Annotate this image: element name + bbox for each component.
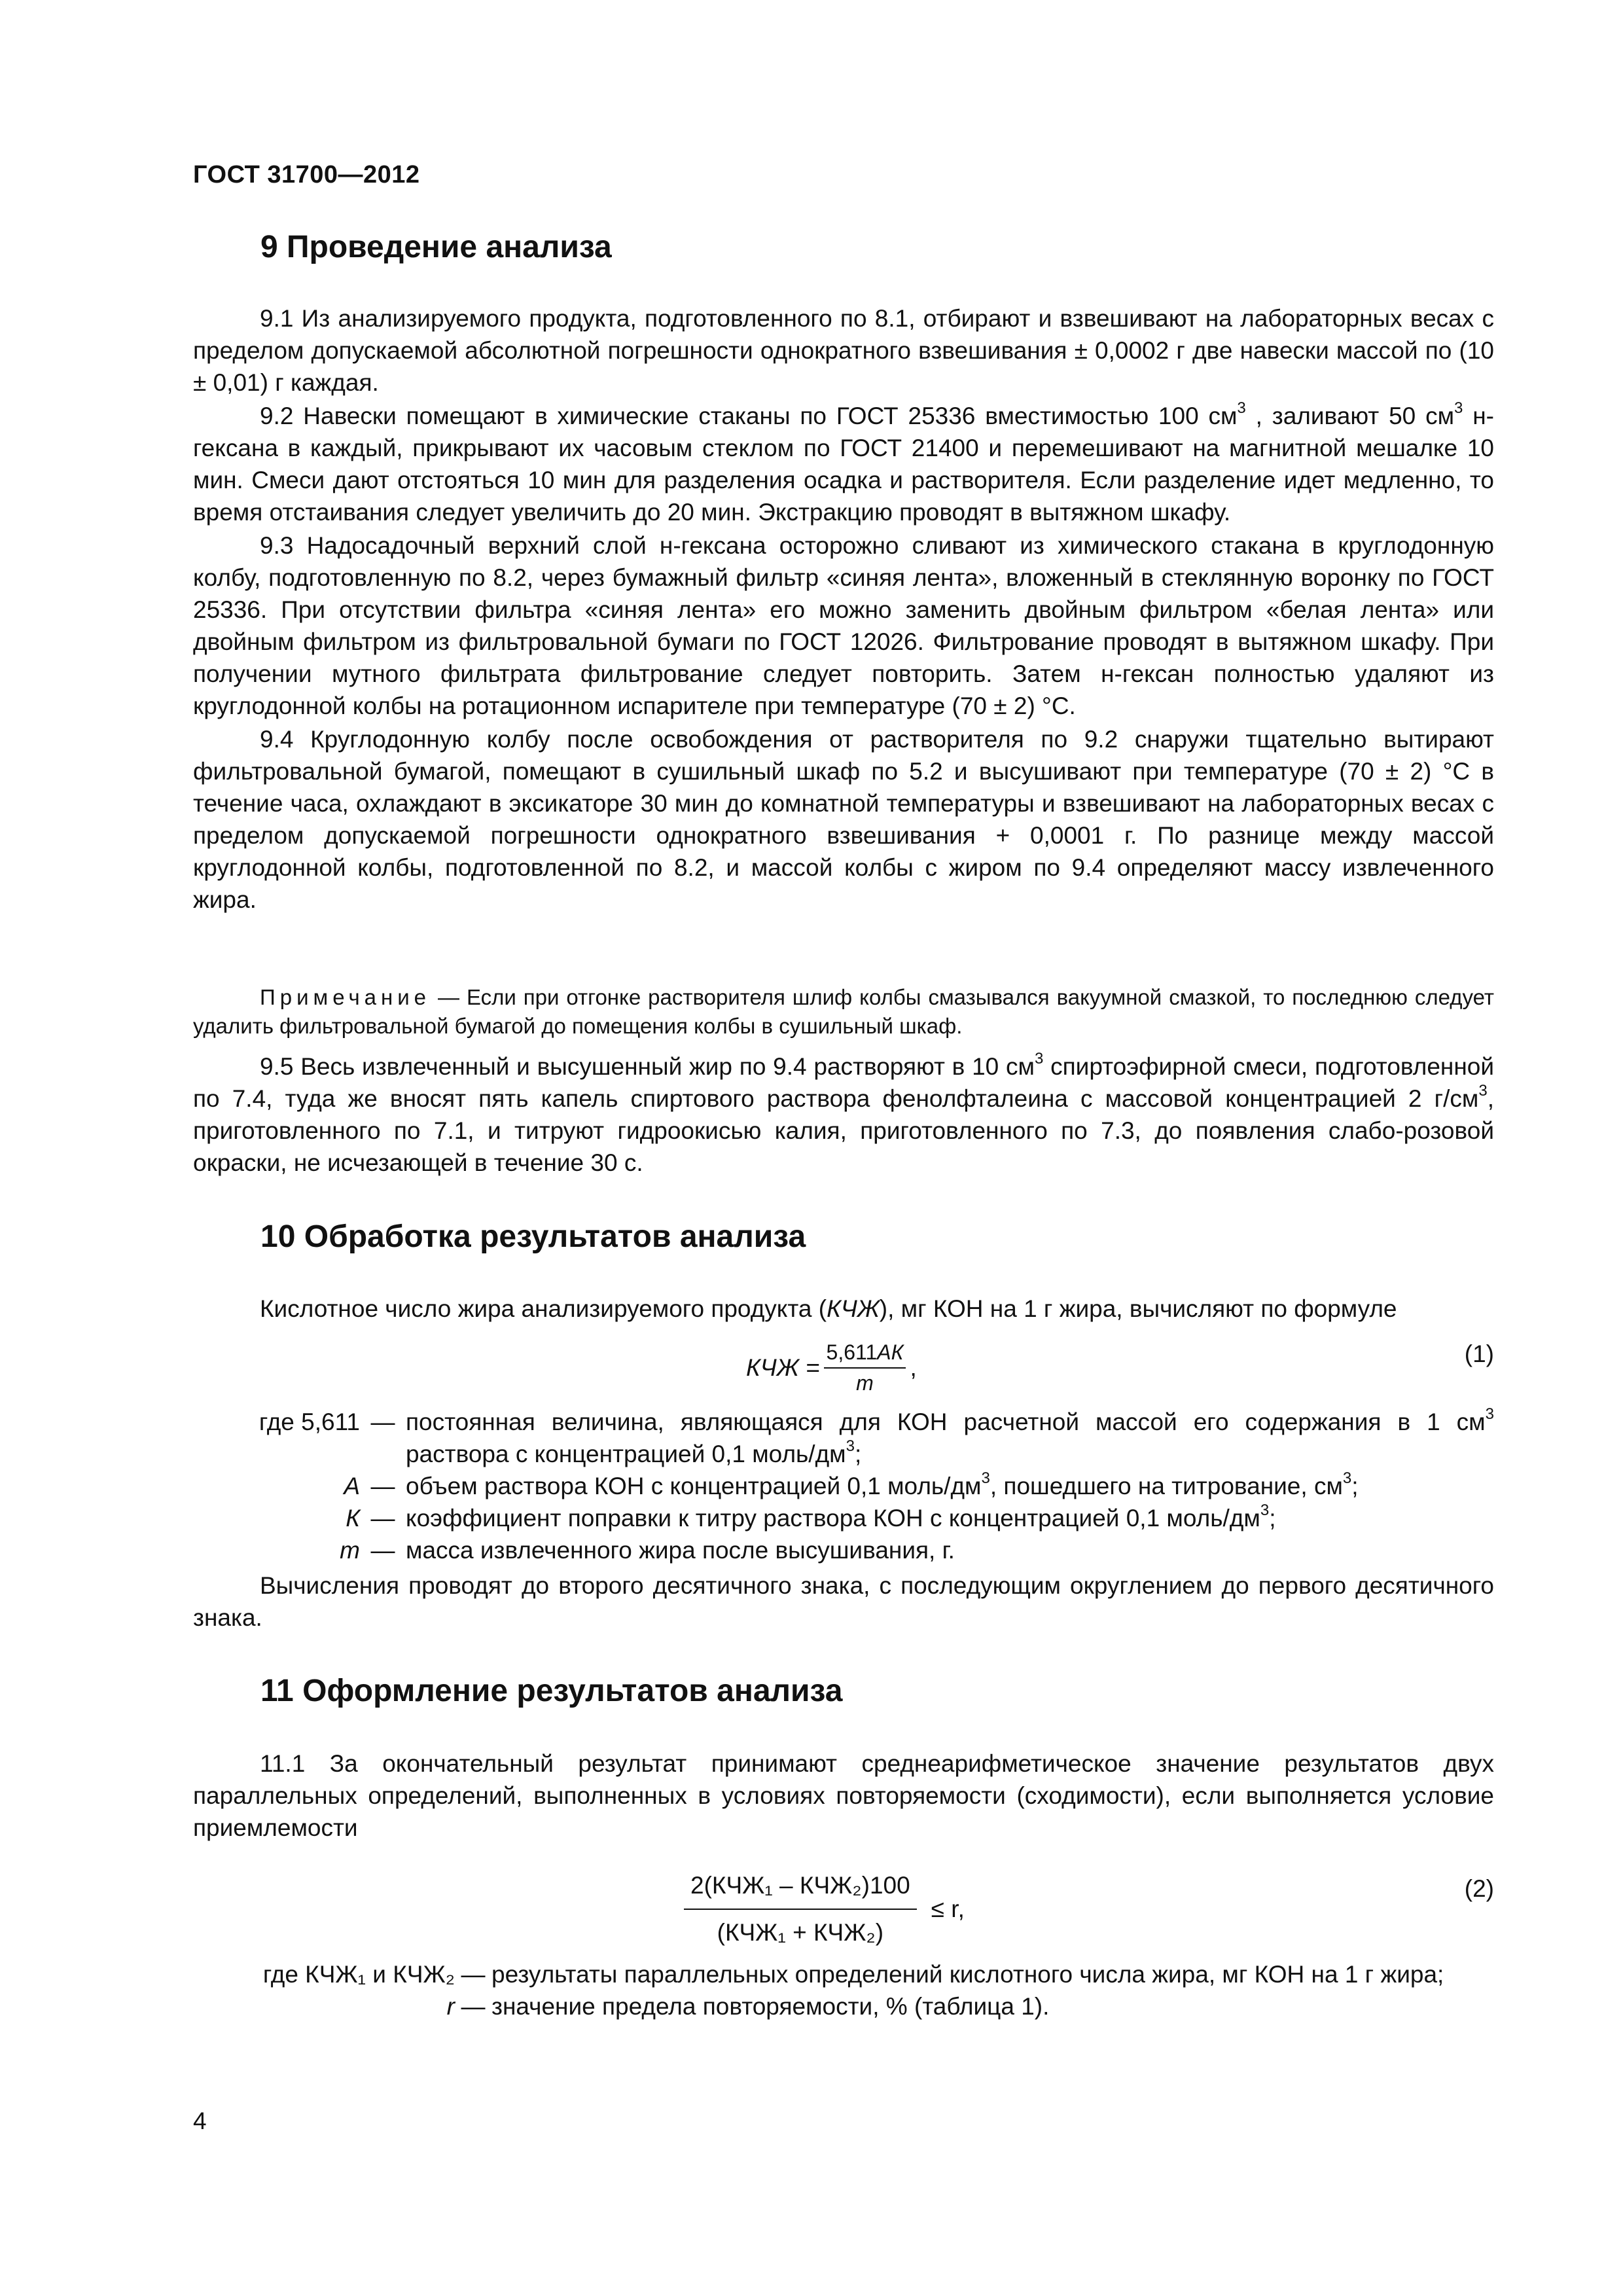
document-code: ГОСТ 31700—2012: [193, 161, 420, 188]
superscript: 3: [1485, 1405, 1494, 1424]
legend-row: [193, 1470, 1494, 1502]
legend-text-b: ;: [1269, 1505, 1276, 1532]
superscript: 3: [981, 1469, 990, 1488]
legend-text: [406, 1406, 1494, 1470]
paragraph-11-1: 11.1 За окончательный результат принимают среднеарифметическое значение результатов двух параллельных определений, выполненных в условиях повторяемости (сходимости), если выполняется условие приемлемости: [193, 1750, 1494, 1841]
legend-text-c: ;: [1351, 1473, 1359, 1499]
note: [193, 983, 1494, 1041]
legend-row: [193, 1502, 1494, 1534]
legend-term-symbol: r: [446, 1993, 455, 2020]
legend-term: где 5,611: [259, 1408, 360, 1435]
superscript: 3: [1342, 1469, 1352, 1488]
formula-1-numerator: [824, 1340, 906, 1369]
formula-1-fraction: [824, 1340, 906, 1395]
superscript: 3: [1478, 1082, 1488, 1100]
legend-dash: —: [370, 1408, 395, 1435]
section-9-body: [193, 302, 1494, 917]
formula-2-denominator: (КЧЖ₁ + КЧЖ₂): [717, 1919, 884, 1946]
legend-text-a: постоянная величина, являющаяся для КОН расчетной массой его содержания в 1 см: [406, 1408, 1486, 1435]
legend-text-c: ;: [855, 1441, 862, 1467]
page-number: 4: [193, 2108, 207, 2134]
legend-row: [193, 1406, 1494, 1470]
formula-1-variables: АК: [877, 1340, 904, 1364]
calculation-note: Вычисления проводят до второго десятичного знака, с последующим округлением до первого десятичного знака.: [193, 1572, 1494, 1631]
legend-dash: —: [461, 1961, 486, 1988]
note-label: Примечание: [260, 985, 431, 1009]
legend-term: [193, 1470, 360, 1502]
formula-1-lhs: КЧЖ =: [746, 1354, 820, 1381]
paragraph-9-1: 9.1 Из анализируемого продукта, подготовленного по 8.1, отбирают и взвешивают на лабораторных весах с пределом допускаемой абсолютной погрешности однократного взвешивания ± 0,0002 г две навески массой по (10 ± 0,01) г каждая.: [193, 305, 1494, 396]
superscript: 3: [1237, 399, 1246, 418]
legend-dash: —: [370, 1537, 395, 1564]
legend-row: [193, 1534, 1494, 1566]
formula-1-legend: [193, 1406, 1494, 1566]
paragraph-9-2-text-b: , заливают 50 см: [1245, 403, 1455, 429]
superscript: 3: [846, 1437, 855, 1456]
paragraph-9-4: 9.4 Круглодонную колбу после освобождения от растворителя по 9.2 снаружи тщательно вытирают фильтровальной бумагой, помещают в сушильный шкаф по 5.2 и высушивают при температуре (70 ± 2) °С в течение часа, охлаждают в эксикаторе 30 мин до комнатной температуры и взвешивают на лабораторных весах с пределом допускаемой погрешности однократного взвешивания + 0,0001 г. По разнице между массой круглодонной колбы, подготовленной по 8.2, и массой колбы с жиром по 9.4 определяют массу извлеченного жира.: [193, 726, 1494, 913]
legend-text: результаты параллельных определений кислотного числа жира, мг КОН на 1 г жира;: [491, 1961, 1444, 1988]
paragraph-9-2: [193, 400, 1494, 528]
legend-text-a: объем раствора КОН с концентрацией 0,1 моль/дм: [406, 1473, 982, 1499]
section-11-heading: 11 Оформление результатов анализа: [260, 1674, 843, 1708]
legend-term-symbol: А: [344, 1473, 360, 1499]
paragraph-9-5: [193, 1050, 1494, 1179]
legend-term: [193, 1534, 360, 1566]
legend-text-b: , пошедшего на титрование, см: [990, 1473, 1343, 1499]
paragraph-9-5-text-a: 9.5 Весь извлеченный и высушенный жир по 9.4 растворяют в 10 см: [260, 1053, 1035, 1080]
formula-1-constant: 5,611: [826, 1340, 878, 1364]
legend-text-a: коэффициент поправки к титру раствора КОН с концентрацией 0,1 моль/дм: [406, 1505, 1260, 1532]
legend-text: масса извлеченного жира после высушивания, г.: [406, 1537, 955, 1564]
paragraph-9-5-block: [193, 1050, 1494, 1180]
formula-1-denominator: m: [856, 1371, 874, 1395]
formula-2-relation: ≤ r,: [931, 1895, 965, 1922]
legend-row: [213, 1990, 1494, 2022]
superscript: 3: [1454, 399, 1463, 418]
paragraph-9-2-text-c: н-гексана в каждый, прикрывают их часовым стеклом по ГОСТ 21400 и перемешивают на магнитной мешалке 10 мин. Смеси дают отстояться 10 мин для разделения осадка и растворителя. Если разделение идет медленно, то время отстаивания следует увеличить до 20 мин. Экстракцию проводят в вытяжном шкафу.: [193, 403, 1494, 526]
formula-2-fraction: [684, 1872, 917, 1946]
legend-term: [193, 1502, 360, 1534]
legend-text: [406, 1502, 1494, 1534]
section-11-body: [193, 1748, 1494, 1845]
formula-2: [684, 1872, 965, 1946]
formula-1-tail: ,: [910, 1354, 917, 1381]
legend-text: значение предела повторяемости, % (таблица 1).: [491, 1993, 1050, 2020]
legend-text: [406, 1470, 1494, 1502]
legend-term-symbol: К: [346, 1505, 360, 1532]
section-10-heading: 10 Обработка результатов анализа: [260, 1219, 806, 1254]
paragraph-9-2-text-a: 9.2 Навески помещают в химические стаканы по ГОСТ 25336 вместимостью 100 см: [260, 403, 1238, 429]
legend-row: [213, 1958, 1494, 1990]
intro-text-b: ), мг КОН на 1 г жира, вычисляют по формуле: [879, 1295, 1397, 1322]
note-text: — Если при отгонке растворителя шлиф колбы смазывался вакуумной смазкой, то последнюю следует удалить фильтровальной бумагой до помещения колбы в сушильный шкаф.: [193, 985, 1494, 1038]
legend-dash: —: [370, 1505, 395, 1532]
section-9-heading: 9 Проведение анализа: [260, 230, 612, 264]
superscript: 3: [1260, 1501, 1270, 1520]
legend-dash: —: [370, 1473, 395, 1499]
intro-text-a: Кислотное число жира анализируемого продукта (: [260, 1295, 827, 1322]
legend-text-b: раствора с концентрацией 0,1 моль/дм: [406, 1441, 846, 1467]
formula-2-numerator: 2(КЧЖ₁ – КЧЖ₂)100: [684, 1872, 917, 1910]
paragraph-9-5-text-c: , приготовленного по 7.1, и титруют гидроокисью калия, приготовленного по 7.3, до появления слабо-розовой окраски, не исчезающей в течение 30 с.: [193, 1085, 1494, 1176]
paragraph-9-5-text-b: спиртоэфирной смеси, подготовленной по 7.4, туда же вносят пять капель спиртового раствора фенолфталеина с массовой концентрацией 2 г/см: [193, 1053, 1495, 1112]
paragraph-9-3: 9.3 Надосадочный верхний слой н-гексана осторожно сливают из химического стакана в круглодонную колбу, подготовленную по 8.2, через бумажный фильтр «синяя лента», вложенный в стеклянную воронку по ГОСТ 25336. При отсутствии фильтра «синяя лента» его можно заменить двойным фильтром «белая лента» или двойным фильтром из фильтровальной бумаги по ГОСТ 12026. Фильтрование проводят в вытяжном шкафу. При получении мутного фильтрата фильтрование следует повторить. Затем н-гексан полностью удаляют из круглодонной колбы на ротационном испарителе при температуре (70 ± 2) °С.: [193, 532, 1494, 719]
intro-kchzh: КЧЖ: [827, 1295, 880, 1322]
legend-term: где КЧЖ₁ и КЧЖ₂: [262, 1961, 455, 1988]
formula-2-legend: [213, 1958, 1494, 2022]
superscript: 3: [1034, 1050, 1044, 1068]
equation-number-2: (2): [1464, 1875, 1494, 1902]
equation-number-1: (1): [1464, 1340, 1494, 1367]
formula-1: [746, 1332, 917, 1404]
legend-term: [213, 1990, 455, 2022]
formula-1-intro: [260, 1293, 1494, 1325]
legend-term-symbol: m: [340, 1537, 360, 1564]
legend-dash: —: [461, 1993, 486, 2020]
